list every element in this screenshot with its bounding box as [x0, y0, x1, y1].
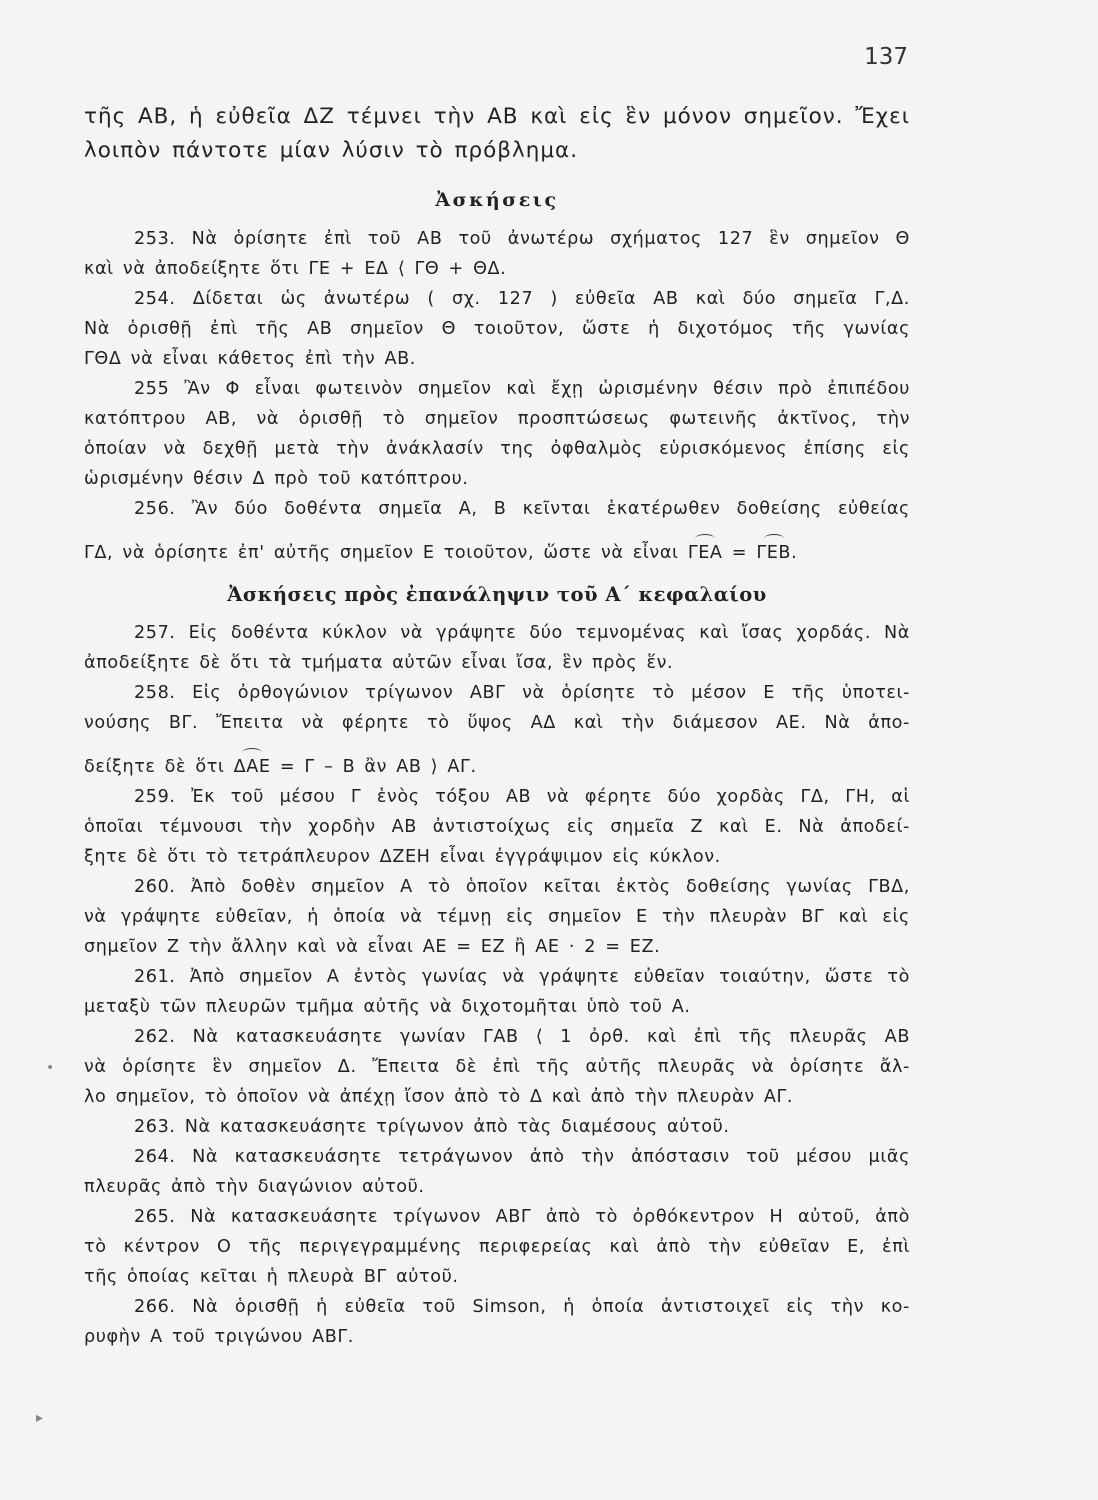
section-title-exercises: Ἀσκήσεις [435, 189, 559, 211]
exercise-265-line: τὸ κέντρον Ο τῆς περιγεγραμμένης περιφερείας καὶ ἀπὸ τὴν εὐθεῖαν Ε, ἐπὶ [84, 1237, 910, 1257]
section-title-review: Ἀσκήσεις πρὸς ἐπανάληψιν τοῦ Α΄ κεφαλαίου [227, 583, 767, 606]
text-run: = Γ – Β ἂν ΑΒ ⟩ ΑΓ. [270, 757, 477, 777]
text-run: ΓΔ, νὰ ὁρίσητε ἐπ' αὐτῆς σημεῖον Ε τοιοῦτον, ὥστε νὰ εἶναι [84, 543, 688, 563]
exercise-262-line: νὰ ὁρίσητε ἓν σημεῖον Δ. Ἔπειτα δὲ ἐπὶ τῆς αὐτῆς πλευρᾶς νὰ ὁρίσητε ἄλ- [84, 1057, 910, 1077]
exercise-262-line: λο σημεῖον, τὸ ὁποῖον νὰ ἀπέχῃ ἴσον ἀπὸ τὸ Δ καὶ ἀπὸ τὴν πλευρὰν ΑΓ. [84, 1087, 794, 1107]
exercise-264-line: 264. Νὰ κατασκευάσητε τετράγωνον ἀπὸ τὴν ἀπόστασιν τοῦ μέσου μιᾶς [134, 1147, 910, 1167]
exercise-256-line: 256. Ἂν δύο δοθέντα σημεῖα Α, Β κεῖνται ἑκατέρωθεν δοθείσης εὐθείας [134, 499, 910, 519]
exercise-257-line: ἀποδείξητε δὲ ὅτι τὰ τμήματα αὐτῶν εἶναι ἴσα, ἓν πρὸς ἕν. [84, 653, 674, 673]
exercise-256-line [84, 538, 910, 568]
intro-line: τῆς ΑΒ, ἡ εὐθεῖα ΔΖ τέμνει τὴν ΑΒ καὶ εἰς ἓν μόνον σημεῖον. Ἔχει [84, 104, 910, 129]
exercise-260-line: σημεῖον Ζ τὴν ἄλλην καὶ νὰ εἶναι ΑΕ = ΕΖ ἢ ΑΕ · 2 = ΕΖ. [84, 937, 661, 957]
exercise-259-line: ὁποῖαι τέμνουσι τὴν χορδὴν ΑΒ ἀντιστοίχως εἰς σημεῖα Ζ καὶ Ε. Νὰ ἀποδεί- [84, 817, 910, 837]
exercise-265-line: τῆς ὁποίας κεῖται ἡ πλευρὰ ΒΓ αὐτοῦ. [84, 1267, 459, 1287]
margin-speck: ▸ [36, 1410, 44, 1426]
exercise-259-line: 259. Ἐκ τοῦ μέσου Γ ἑνὸς τόξου ΑΒ νὰ φέρητε δύο χορδὰς ΓΔ, ΓΗ, αἱ [134, 787, 910, 807]
exercise-254-line: 254. Δίδεται ὡς ἀνωτέρω ( σχ. 127 ) εὐθεῖα ΑΒ καὶ δύο σημεῖα Γ,Δ. [134, 289, 910, 309]
exercise-262-line: 262. Νὰ κατασκευάσητε γωνίαν ΓΑΒ ⟨ 1 ὀρθ. καὶ ἐπὶ τῆς πλευρᾶς ΑΒ [134, 1027, 910, 1047]
margin-speck: • [46, 1060, 55, 1076]
exercise-255-line: κατόπτρου ΑΒ, νὰ ὁρισθῇ τὸ σημεῖον προσπτώσεως φωτεινῆς ἀκτῖνος, τὴν [84, 409, 910, 429]
angle-gea: ΓΕΑ [688, 538, 723, 568]
exercise-264-line: πλευρᾶς ἀπὸ τὴν διαγώνιον αὐτοῦ. [84, 1177, 425, 1197]
exercise-266-line: ρυφὴν Α τοῦ τριγώνου ΑΒΓ. [84, 1327, 355, 1347]
exercise-266-line: 266. Νὰ ὁρισθῇ ἡ εὐθεῖα τοῦ Simson, ἡ ὁποία ἀντιστοιχεῖ εἰς τὴν κο- [134, 1297, 910, 1317]
exercise-260-line: νὰ γράψητε εὐθεῖαν, ἡ ὁποία νὰ τέμνῃ εἰς σημεῖον Ε τὴν πλευρὰν ΒΓ καὶ εἰς [84, 907, 910, 927]
exercise-260-line: 260. Ἀπὸ δοθὲν σημεῖον Α τὸ ὁποῖον κεῖται ἐκτὸς δοθείσης γωνίας ΓΒΔ, [134, 877, 910, 897]
exercise-253-line: 253. Νὰ ὁρίσητε ἐπὶ τοῦ ΑΒ τοῦ ἀνωτέρω σχήματος 127 ἓν σημεῖον Θ [134, 229, 910, 249]
text-run: = [722, 543, 757, 563]
angle-geb: ΓΕΒ [756, 538, 791, 568]
angle-dae: ΔΑΕ [234, 752, 271, 782]
exercise-263-line: 263. Νὰ κατασκευάσητε τρίγωνον ἀπὸ τὰς διαμέσους αὐτοῦ. [134, 1117, 730, 1137]
page-number: 137 [864, 44, 908, 70]
intro-line: λοιπὸν πάντοτε μίαν λύσιν τὸ πρόβλημα. [84, 138, 579, 163]
exercise-254-line: ΓΘΔ νὰ εἶναι κάθετος ἐπὶ τὴν ΑΒ. [84, 349, 416, 369]
page-body [84, 100, 910, 1352]
exercise-254-line: Νὰ ὁρισθῇ ἐπὶ τῆς ΑΒ σημεῖον Θ τοιοῦτον, ὥστε ἡ διχοτόμος τῆς γωνίας [84, 319, 910, 339]
exercise-258-line: νούσης ΒΓ. Ἔπειτα νὰ φέρητε τὸ ὕψος ΑΔ καὶ τὴν διάμεσον ΑΕ. Νὰ ἀπο- [84, 713, 910, 733]
exercise-258-line [84, 752, 910, 782]
exercise-261-line: 261. Ἀπὸ σημεῖον Α ἐντὸς γωνίας νὰ γράψητε εὐθεῖαν τοιαύτην, ὥστε τὸ [134, 967, 910, 987]
exercise-259-line: ξητε δὲ ὅτι τὸ τετράπλευρον ΔΖΕΗ εἶναι ἐγγράψιμον εἰς κύκλον. [84, 847, 721, 867]
exercise-253-line: καὶ νὰ ἀποδείξητε ὅτι ΓΕ + ΕΔ ⟨ ΓΘ + ΘΔ. [84, 259, 507, 279]
exercise-255-line: 255 Ἂν Φ εἶναι φωτεινὸν σημεῖον καὶ ἔχῃ ὡρισμένην θέσιν πρὸ ἐπιπέδου [134, 379, 910, 399]
text-run: . [791, 543, 798, 563]
exercise-258-line: 258. Εἰς ὀρθογώνιον τρίγωνον ΑΒΓ νὰ ὁρίσητε τὸ μέσον Ε τῆς ὑποτει- [134, 683, 910, 703]
exercise-261-line: μεταξὺ τῶν πλευρῶν τμῆμα αὐτῆς νὰ διχοτομῆται ὑπὸ τοῦ Α. [84, 997, 691, 1017]
exercise-255-line: ὁποίαν νὰ δεχθῇ μετὰ τὴν ἀνάκλασίν της ὀφθαλμὸς εὑρισκόμενος ἐπίσης εἰς [84, 439, 910, 459]
exercise-255-line: ὡρισμένην θέσιν Δ πρὸ τοῦ κατόπτρου. [84, 469, 469, 489]
exercise-257-line: 257. Εἰς δοθέντα κύκλον νὰ γράψητε δύο τεμνομένας καὶ ἴσας χορδάς. Νὰ [134, 623, 910, 643]
text-run: δείξητε δὲ ὅτι [84, 757, 234, 777]
exercise-265-line: 265. Νὰ κατασκευάσητε τρίγωνον ΑΒΓ ἀπὸ τὸ ὀρθόκεντρον Η αὐτοῦ, ἀπὸ [134, 1207, 910, 1227]
